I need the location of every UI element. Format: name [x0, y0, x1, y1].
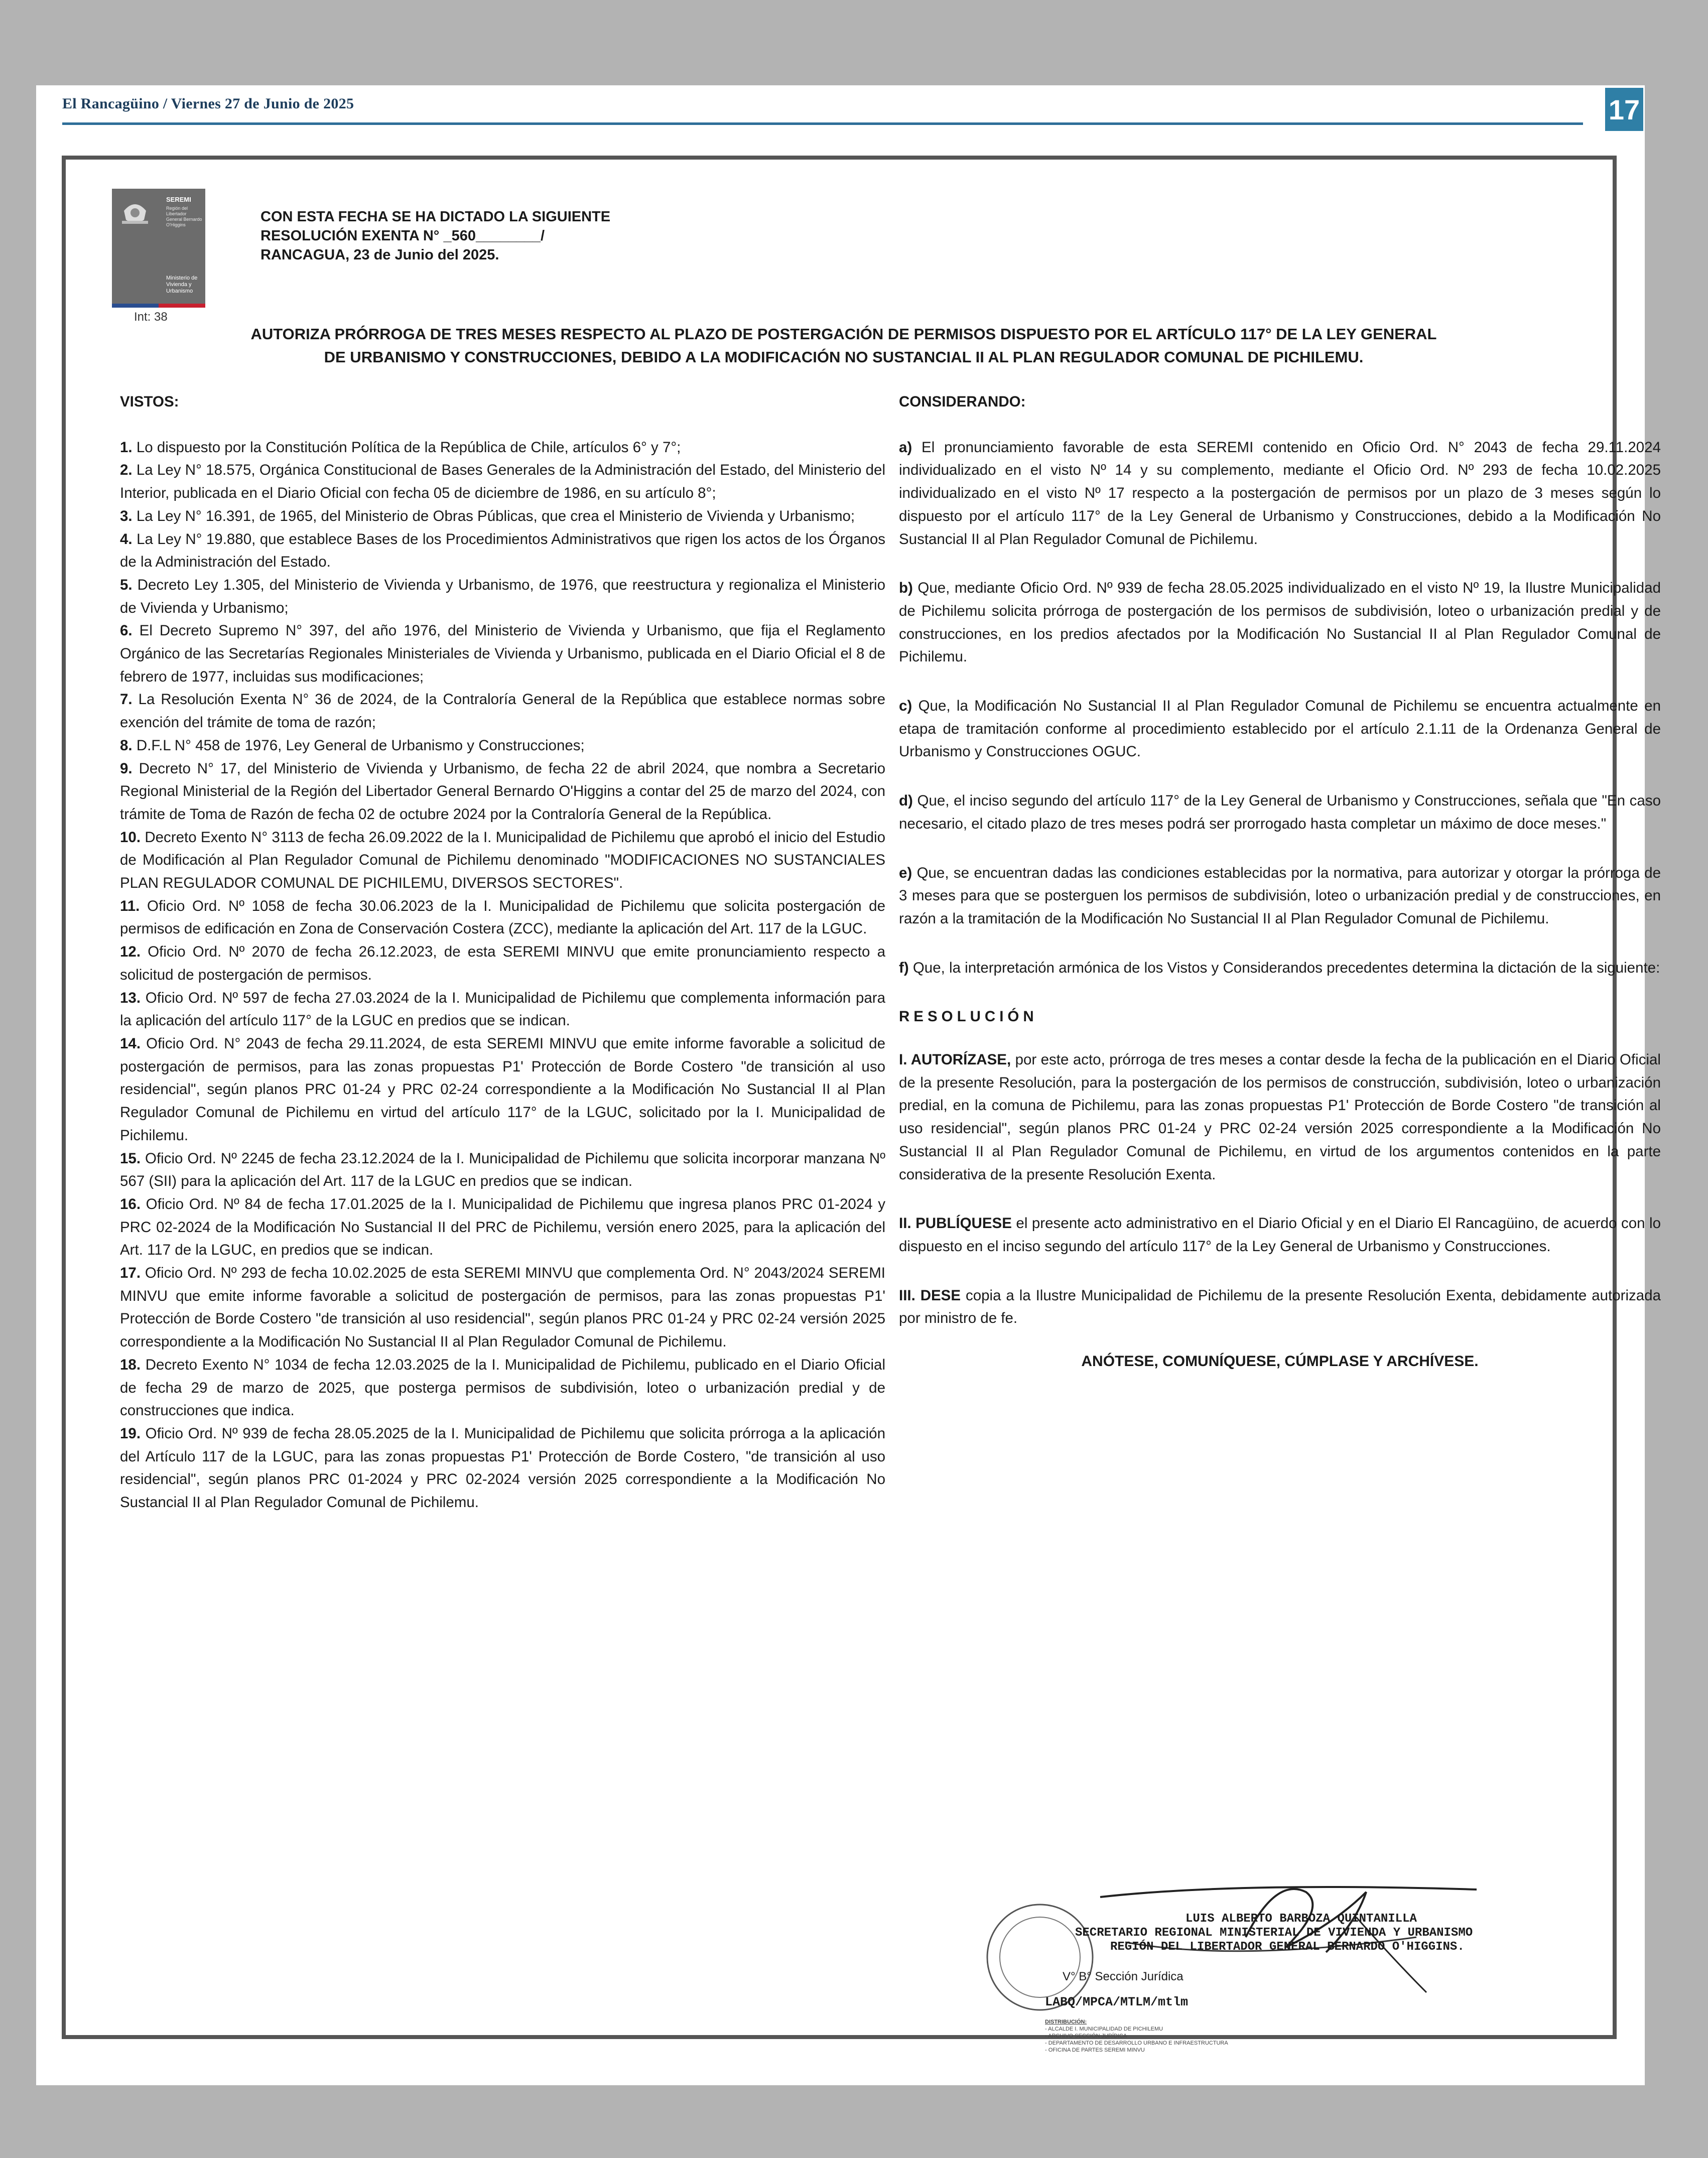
coat-of-arms-icon	[119, 196, 151, 228]
title-line-1: AUTORIZA PRÓRROGA DE TRES MESES RESPECTO AL PLAZO DE POSTERGACIÓN DE PERMISOS DISPUESTO POR EL ARTÍCULO 117° DE LA LEY GENERAL	[250, 325, 1437, 343]
resolucion-item: II. PUBLÍQUESE el presente acto administrativo en el Diario Oficial y en el Diario El Rancagüino, de acuerdo con lo dispuesto en el inciso segundo del artículo 117° de la Ley General de Urbanismo y Construcciones.	[899, 1215, 1661, 1255]
visto-item: 17. Oficio Ord. Nº 293 de fecha 10.02.2025 de esta SEREMI MINVU que complementa Ord. N° 2043/2024 SEREMI MINVU que emite informe favorable a solicitud de postergación de permisos, para las zonas propuestas P1' Protección de Borde Costero "de transición al uso residencial", según planos PRC 01-24 y PRC 02-24 versión 2025 correspondiente a la Modificación No Sustancial II al Plan Regulador Comunal de Pichilemu.	[120, 1265, 885, 1351]
reference-initials: LABQ/MPCA/MTLM/mtlm	[1045, 1995, 1189, 2009]
page	[36, 85, 1661, 2085]
distribution-list	[1045, 2018, 1326, 2054]
distribution-title: DISTRIBUCIÓN:	[1045, 2019, 1087, 2025]
visto-item: 16. Oficio Ord. Nº 84 de fecha 17.01.2025 de la I. Municipalidad de Pichilemu que ingresa planos PRC 01-2024 y PRC 02-2024 de la Modificación No Sustancial II del PRC de Pichilemu, versión enero 2025, para la aplicación del Art. 117 de la LGUC, en predios que se indican.	[120, 1195, 885, 1259]
notice-frame	[62, 156, 1661, 2039]
visto-item: 5. Decreto Ley 1.305, del Ministerio de Vivienda y Urbanismo, de 1976, que reestructura y regionaliza el Ministerio de Vivienda y Urbanismo;	[120, 576, 885, 616]
visto-item: 3. La Ley N° 16.391, de 1965, del Ministerio de Obras Públicas, que crea el Ministerio de Vivienda y Urbanismo;	[120, 507, 855, 524]
masthead: El Rancagüino / Viernes 27 de Junio de 2025	[62, 95, 354, 112]
visto-item: 8. D.F.L N° 458 de 1976, Ley General de Urbanismo y Construcciones;	[120, 737, 585, 754]
visto-item: 14. Oficio Ord. N° 2043 de fecha 29.11.2024, de esta SEREMI MINVU que emite informe favorable a solicitud de postergación de permisos, para las zonas propuestas P1' Protección de Borde Costero "de transición al uso residencial", según planos PRC 01-24 y PRC 02-24 correspondiente a la Modificación No Sustancial II al Plan Regulador Comunal de Pichilemu en virtud del artículo 117° de la LGUC, solicitado por la I. Municipalidad de Pichilemu.	[120, 1035, 885, 1144]
considerando-item: d) Que, el inciso segundo del artículo 117° de la Ley General de Urbanismo y Construcciones, señala que "En caso necesario, el citado plazo de tres meses podrá ser prorrogado hasta completar un máximo de doce meses."	[899, 792, 1661, 832]
distribution-item: - OFICINA DE PARTES SEREMI MINVU	[1045, 2047, 1145, 2053]
resolucion-item: III. DESE copia a la Ilustre Municipalidad de Pichilemu de la presente Resolución Exenta, debidamente autorizada por ministro de fe.	[899, 1287, 1661, 1327]
internal-code: Int: 38	[134, 310, 168, 324]
visto-item: 13. Oficio Ord. Nº 597 de fecha 27.03.2024 de la I. Municipalidad de Pichilemu que complementa información para la aplicación del artículo 117° de la LGUC en predios que se indican.	[120, 989, 885, 1029]
logo-title: SEREMI	[166, 196, 191, 203]
visto-item: 11. Oficio Ord. Nº 1058 de fecha 30.06.2023 de la I. Municipalidad de Pichilemu que solicita postergación de permisos de edificación en Zona de Conservación Costera (ZCC), mediante la aplicación del Art. 117 de la LGUC.	[120, 897, 885, 937]
visto-item: 2. La Ley N° 18.575, Orgánica Constitucional de Bases Generales de la Administración del Estado, del Ministerio del Interior, publicada en el Diario Oficial con fecha 05 de diciembre de 1986, en su artículo 8°;	[120, 462, 885, 502]
decree-line-1: CON ESTA FECHA SE HA DICTADO LA SIGUIENTE	[260, 209, 611, 225]
visto-item: 9. Decreto N° 17, del Ministerio de Vivienda y Urbanismo, de fecha 22 de abril 2024, que nombra a Secretario Regional Ministerial de la Región del Libertador General Bernardo O'Higgins a contar del 25 de marzo del 2024, con trámite de Toma de Razón de fecha 02 de octubre 2024 por la Contraloría General de la República.	[120, 760, 885, 823]
vistos-heading: VISTOS:	[120, 393, 179, 410]
seremi-logo	[112, 189, 205, 305]
considerando-heading: CONSIDERANDO:	[899, 393, 1026, 410]
closing-formula: ANÓTESE, COMUNÍQUESE, CÚMPLASE Y ARCHÍVESE.	[1081, 1353, 1479, 1370]
visto-item: 12. Oficio Ord. Nº 2070 de fecha 26.12.2023, de esta SEREMI MINVU que emite pronunciamiento respecto a solicitud de postergación de permisos.	[120, 943, 885, 983]
decree-line-2: RESOLUCIÓN EXENTA N° _560________/	[260, 228, 545, 244]
signatory-name: LUIS ALBERTO BARBOZA QUINTANILLA	[1186, 1912, 1417, 1926]
resolution-title	[126, 323, 1561, 369]
visto-item: 19. Oficio Ord. Nº 939 de fecha 28.05.2025 de la I. Municipalidad de Pichilemu que solicita prórroga a la aplicación del Artículo 117 de la LGUC, para las zonas propuestas P1' Protección de Borde Costero, "de transición al uso residencial", según planos PRC 01-2024 y PRC 02-2024 versión 2025 correspondiente a la Modificación No Sustancial II al Plan Regulador Comunal de Pichilemu.	[120, 1425, 885, 1511]
visto-item: 1. Lo dispuesto por la Constitución Política de la República de Chile, artículos 6° y 7°;	[120, 439, 681, 456]
considerando-item: c) Que, la Modificación No Sustancial II al Plan Regulador Comunal de Pichilemu se encuentra actualmente en etapa de tramitación conforme al procedimiento establecido por el artículo 2.1.11 de la Ordenanza General de Urbanismo y Construcciones OGUC.	[899, 698, 1661, 760]
page-number: 17	[1605, 88, 1643, 131]
logo-flag-stripe	[112, 301, 205, 305]
title-line-2: DE URBANISMO Y CONSTRUCCIONES, DEBIDO A LA MODIFICACIÓN NO SUSTANCIAL II AL PLAN REGULADOR COMUNAL DE PICHILEMU.	[324, 348, 1364, 366]
resolucion-item: I. AUTORÍZASE, por este acto, prórroga de tres meses a contar desde la fecha de la publicación en el Diario Oficial de la presente Resolución, para la postergación de los permisos de construcción, subdivisión, loteo o urbanización predial, en la comuna de Pichilemu, para las zonas propuestas P1' Protección de Borde Costero "de transición al uso residencial", según planos PRC 01-24 y PRC 02-24 versión 2025 correspondiente a la Modificación No Sustancial II al Plan Regulador Comunal de Pichilemu, en virtud de los argumentos contenidos en la parte considerativa de la presente Resolución Exenta.	[899, 1051, 1661, 1183]
decree-header	[260, 207, 610, 264]
decree-line-3: RANCAGUA, 23 de Junio del 2025.	[260, 247, 499, 263]
visto-item: 18. Decreto Exento N° 1034 de fecha 12.03.2025 de la I. Municipalidad de Pichilemu, publicado en el Diario Oficial de fecha 29 de marzo de 2025, que posterga permisos de subdivisión, loteo o urbanización predial y de construcciones que indica.	[120, 1356, 886, 1419]
visto-item: 7. La Resolución Exenta N° 36 de 2024, de la Contraloría General de la República que establece normas sobre exención del trámite de toma de razón;	[120, 691, 885, 731]
logo-subtitle: Región del Libertador General Bernardo O'Higgins	[166, 206, 202, 227]
page-header	[36, 85, 1645, 138]
visto-item: 4. La Ley N° 19.880, que establece Bases de los Procedimientos Administrativos que rigen los actos de los Órganos de la Administración del Estado.	[120, 530, 885, 571]
header-rule	[62, 122, 1583, 125]
considerando-item: b) Que, mediante Oficio Ord. Nº 939 de fecha 28.05.2025 individualizado en el visto Nº 19, la Ilustre Municipalidad de Pichilemu solicita prórroga de postergación de los permisos de subdivisión, loteo o urbanización predial y de construcciones, en los predios afectados por la Modificación No Sustancial II al Plan Regulador Comunal de Pichilemu.	[899, 580, 1661, 665]
visto-item: 6. El Decreto Supremo N° 397, del año 1976, del Ministerio de Vivienda y Urbanismo, que fija el Reglamento Orgánico de las Secretarías Regionales Ministeriales de Vivienda y Urbanismo, publicada en el Diario Oficial el 8 de febrero de 1977, incluidas sus modificaciones;	[120, 622, 885, 685]
signatory-position: SECRETARIO REGIONAL MINISTERIAL DE VIVIENDA Y URBANISMO	[1075, 1926, 1473, 1940]
distribution-item: - ALCALDE I. MUNICIPALIDAD DE PICHILEMU	[1045, 2026, 1163, 2032]
signature-block	[975, 1862, 1637, 2158]
vistos-column	[120, 390, 885, 1514]
considerando-item: f) Que, la interpretación armónica de los Vistos y Considerandos precedentes determina la dictación de la siguiente:	[899, 959, 1660, 976]
considerando-item: e) Que, se encuentran dadas las condiciones establecidas por la normativa, para autorizar y otorgar la prórroga de 3 meses para que se posterguen los permisos de subdivisión, loteo o urbanización predial y de construcciones, en razón a la tramitación de la Modificación No Sustancial II al Plan Regulador Comunal de Pichilemu.	[899, 864, 1661, 927]
distribution-item: - ARCHIVO SECCIÓN JURÍDICA	[1045, 2033, 1127, 2039]
considerando-item: a) El pronunciamiento favorable de esta SEREMI contenido en Oficio Ord. N° 2043 de fecha 29.11.2024 individualizado en el visto Nº 14 y su complemento, mediante el Oficio Ord. Nº 293 de fecha 10.02.2025 individualizado en el visto Nº 17 respecto a la postergación de permisos por un plazo de 3 meses según lo dispuesto por el artículo 117° de la Ley General de Urbanismo y Construcciones, debido a la Modificación No Sustancial II al Plan Regulador Comunal de Pichilemu.	[899, 439, 1661, 548]
logo-ministry: Ministerio de Vivienda y Urbanismo	[166, 275, 198, 294]
resolucion-heading: RESOLUCIÓN	[899, 1008, 1038, 1025]
signatory-region: REGIÓN DEL LIBERTADOR GENERAL BERNARDO O'HIGGINS.	[1110, 1940, 1465, 1954]
visto-item: 10. Decreto Exento N° 3113 de fecha 26.09.2022 de la I. Municipalidad de Pichilemu que aprobó el inicio del Estudio de Modificación al Plan Regulador Comunal de Pichilemu denominado "MODIFICACIONES NO SUSTANCIALES PLAN REGULADOR COMUNAL DE PICHILEMU, DIVERSOS SECTORES".	[120, 829, 886, 892]
visto-item: 15. Oficio Ord. Nº 2245 de fecha 23.12.2024 de la I. Municipalidad de Pichilemu que solicita incorporar manzana Nº 567 (SII) para la aplicación del Art. 117 de la LGUC en predios que se indican.	[120, 1150, 885, 1190]
considerando-column	[899, 390, 1661, 1388]
legal-approval: V° B° Sección Jurídica	[1063, 1970, 1184, 1983]
distribution-item: - DEPARTAMENTO DE DESARROLLO URBANO E INFRAESTRUCTURA	[1045, 2040, 1228, 2046]
